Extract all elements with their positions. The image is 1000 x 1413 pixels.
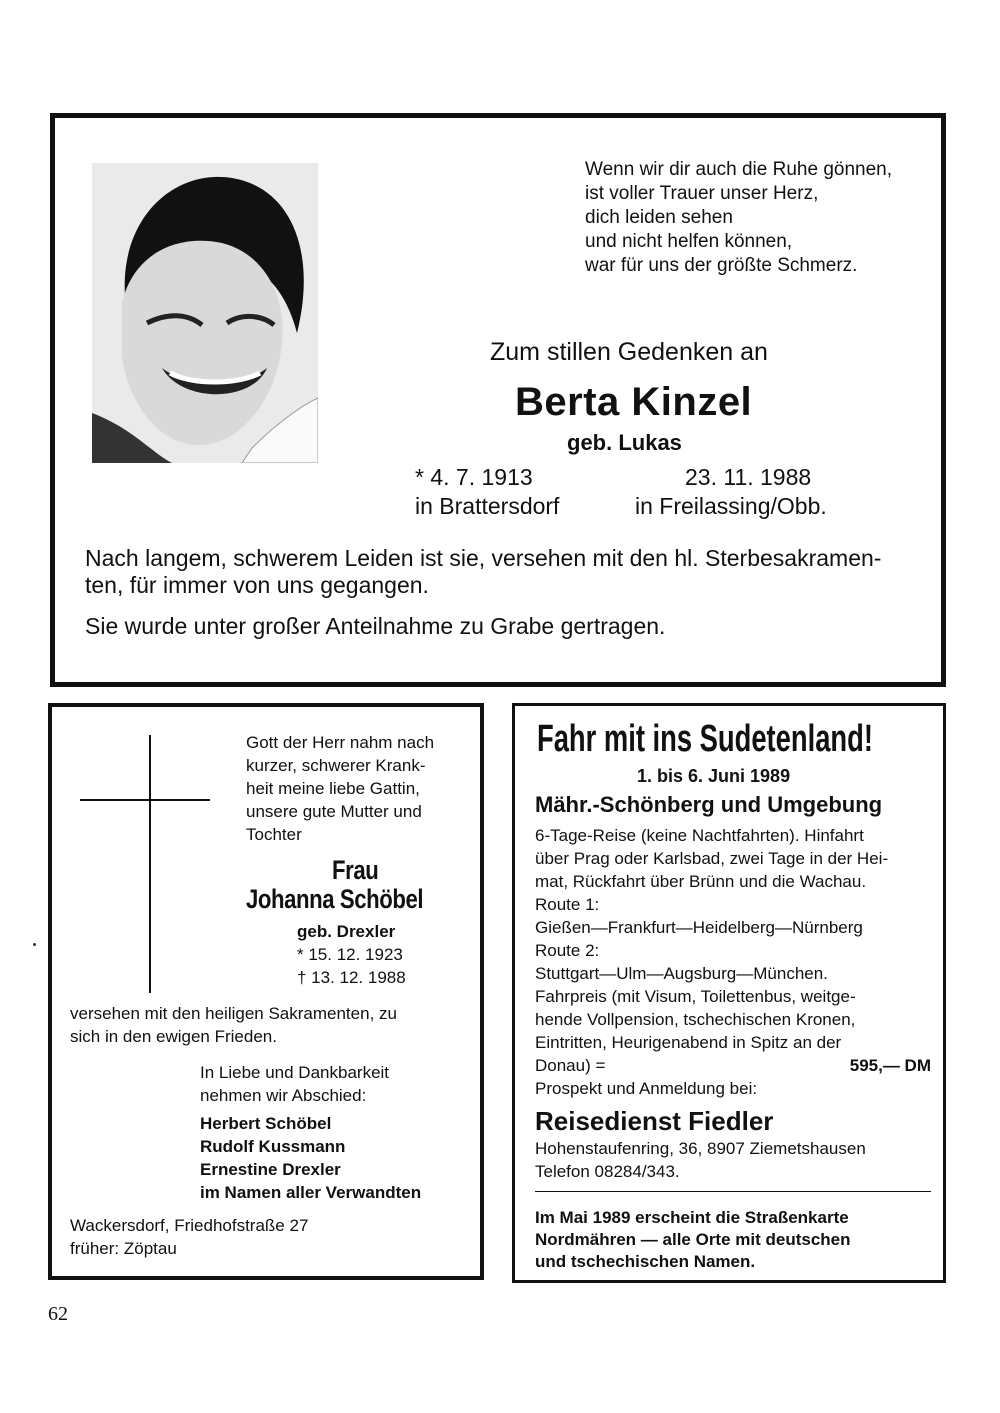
ad-line: Eintritten, Heurigenabend in Spitz an der [535,1033,842,1052]
ad-line: über Prag oder Karlsbad, zwei Tage in der Hei- [535,849,889,868]
mourner-name: Ernestine Drexler [200,1160,341,1179]
mourner-name: Rudolf Kussmann [200,1137,346,1156]
obituary-intro [246,731,434,846]
maiden-name: geb. Drexler [297,922,396,941]
intro-line: heit meine liebe Gattin, [246,779,420,798]
poem-line: war für uns der größte Schmerz. [585,255,858,276]
text-line: In Liebe und Dankbarkeit [200,1063,390,1082]
price-value: 595,— DM [849,1056,931,1075]
ad-headline: Fahr mit ins Sudetenland! [537,718,873,760]
portrait-photo [92,163,318,463]
ad-dates: 1. bis 6. Juni 1989 [637,766,791,786]
address-line: Wackersdorf, Friedhofstraße 27 [70,1216,309,1235]
birth-date: * 4. 7. 1913 [415,464,533,490]
intro-line: kurzer, schwerer Krank- [246,756,426,775]
sacrament-text [70,1002,397,1048]
intro-line: Tochter [246,825,302,844]
ad-region: Mähr.-Schönberg und Umgebung [535,792,883,817]
address-line: früher: Zöptau [70,1239,177,1258]
divider [535,1191,931,1192]
memory-line: Zum stillen Gedenken an [490,338,768,366]
travel-advertisement [512,703,946,1283]
maiden-name: geb. Lukas [567,430,682,455]
deceased-name: Johanna Schöbel [246,884,424,914]
cross-icon [80,735,210,993]
obituary-johanna-schoebel [48,703,484,1280]
contact-address: Hohenstaufenring, 36, 8907 Ziemetshausen [535,1139,866,1158]
text-line: ten, für immer von uns gegangen. [85,572,429,598]
contact-intro: Prospekt und Anmeldung bei: [535,1079,758,1098]
ad-body [535,824,931,1100]
text-line: nehmen wir Abschied: [200,1086,367,1105]
contact-phone: Telefon 08284/343. [535,1162,680,1181]
company-contact [535,1137,866,1183]
intro-line: Gott der Herr nahm nach [246,733,435,752]
page-number: 62 [48,1303,68,1325]
poem-line: dich leiden sehen [585,207,733,228]
ad-line: Stuttgart—Ulm—Augsburg—München. [535,964,828,983]
deceased-name: Berta Kinzel [515,380,753,424]
poem-line: und nicht helfen können, [585,231,793,252]
family-address [70,1214,308,1260]
death-date: 23. 11. 1988 [685,464,812,490]
farewell-text [200,1061,389,1107]
ad-line: Route 1: [535,895,600,914]
burial-text: Sie wurde unter großer Anteilnahme zu Grabe gertragen. [85,613,666,639]
deceased-title: Frau [332,855,379,885]
mourners-list [200,1112,421,1204]
memorial-poem [585,158,892,278]
mourner-name: im Namen aller Verwandten [200,1183,422,1202]
death-info [635,463,827,521]
ad-line: 6-Tage-Reise (keine Nachtfahrten). Hinfahrt [535,826,864,845]
price-label: Donau) = [535,1056,606,1075]
text-line: sich in den ewigen Frieden. [70,1027,277,1046]
birth-place: in Brattersdorf [415,493,560,519]
text-line: versehen mit den heiligen Sakramenten, zu [70,1004,397,1023]
death-date: † 13. 12. 1988 [297,968,406,987]
birth-info [415,463,559,521]
mourner-name: Herbert Schöbel [200,1114,332,1133]
intro-line: unsere gute Mutter und [246,802,422,821]
ad-line: Gießen—Frankfurt—Heidelberg—Nürnberg [535,918,863,937]
text-line: Nach langem, schwerem Leiden ist sie, versehen mit den hl. Sterbesakramen- [85,545,882,571]
notice-line: Im Mai 1989 erscheint die Straßenkarte [535,1208,849,1227]
poem-line: ist voller Trauer unser Herz, [585,183,819,204]
obituary-berta-kinzel [50,113,946,687]
notice-line: und tschechischen Namen. [535,1252,756,1271]
ad-line: hende Vollpension, tschechischen Kronen, [535,1010,856,1029]
poem-line: Wenn wir dir auch die Ruhe gönnen, [585,159,893,180]
birth-date: * 15. 12. 1923 [297,945,403,964]
company-name: Reisedienst Fiedler [535,1106,774,1136]
ad-line: mat, Rückfahrt über Brünn und die Wachau. [535,872,867,891]
death-place: in Freilassing/Obb. [635,493,827,519]
ad-line: Fahrpreis (mit Visum, Toilettenbus, weitge- [535,987,856,1006]
print-speck [33,943,36,946]
notice-line: Nordmähren — alle Orte mit deutschen [535,1230,851,1249]
obituary-text [85,545,935,599]
map-notice [535,1207,851,1273]
ad-line: Route 2: [535,941,600,960]
price-line [535,1054,931,1077]
